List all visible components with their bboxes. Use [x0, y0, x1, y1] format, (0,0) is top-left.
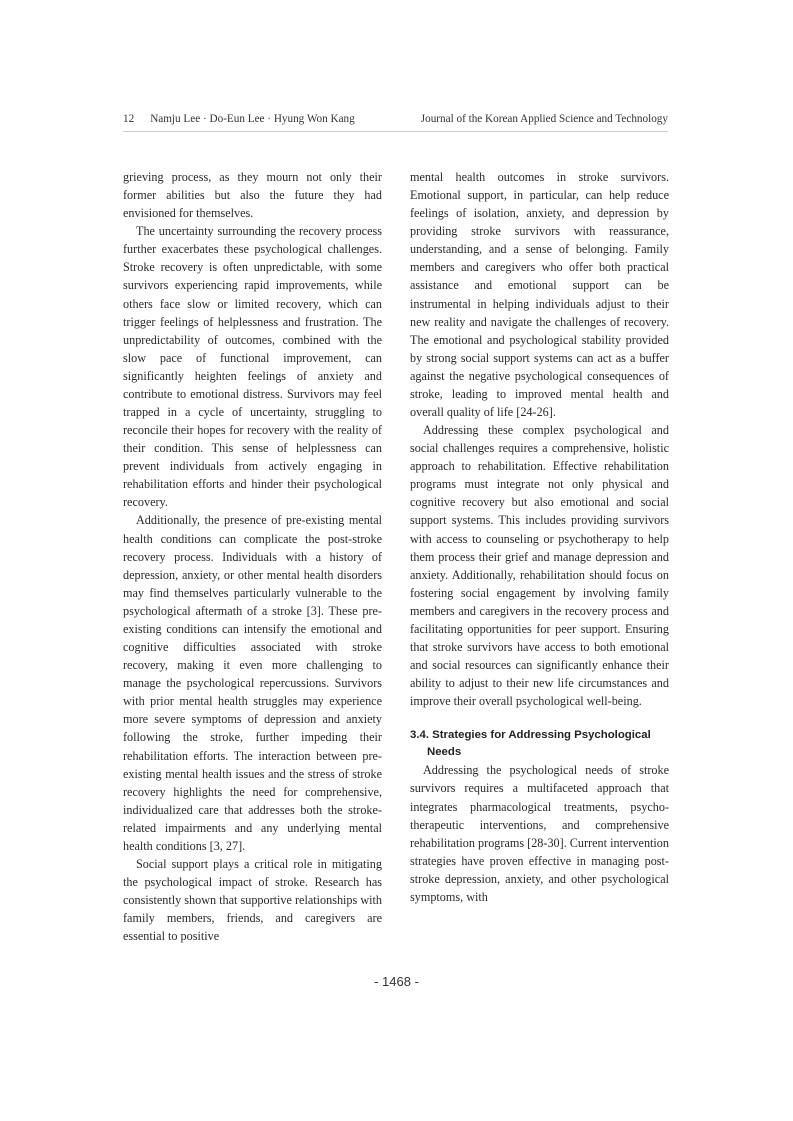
header-authors: Namju Lee · Do-Eun Lee · Hyung Won Kang — [150, 113, 355, 125]
header-journal-title: Journal of the Korean Applied Science and Technology — [420, 113, 668, 125]
right-column — [410, 168, 669, 906]
paragraph: grieving process, as they mourn not only their former abilities but also the future they had envisioned for themselves. — [123, 170, 382, 221]
paragraph: The uncertainty surrounding the recovery process further exacerbates these psychological challenges. Stroke recovery is often unpredictable, with some survivors experiencing rapid improvements, while others face slow or limited recovery, which can trigger feelings of helplessness and frustration. The unpredictability of outcomes, combined with the slow pace of functional improvement, can significantly heighten feelings of anxiety and contribute to emotional distress. Survivors may feel trapped in a cycle of uncertainty, struggling to reconcile their hopes for recovery with the reality of their condition. This sense of helplessness can prevent individuals from actively engaging in rehabilitation efforts and hinder their psychological recovery. — [123, 224, 382, 510]
left-column — [123, 168, 382, 945]
paragraph: Additionally, the presence of pre-existing mental health conditions can complicate the post-stroke recovery process. Individuals with a history of depression, anxiety, or other mental health disorders may find themselves particularly vulnerable to the psychological aftermath of a stroke [3]. These pre-existing conditions can intensify the emotional and cognitive difficulties associated with stroke recovery, making it even more challenging to manage the psychological repercussions. Survivors with prior mental health struggles may experience more severe symptoms of depression and anxiety following the stroke, further impeding their rehabilitation efforts. The interaction between pre-existing mental health issues and the stress of stroke recovery highlights the need for comprehensive, individualized care that addresses both the stroke-related impairments and any underlying mental health conditions [3, 27]. — [123, 513, 382, 853]
header-rule — [123, 131, 668, 132]
header-left — [123, 112, 355, 126]
paragraph: Addressing these complex psychological and social challenges requires a comprehensive, holistic approach to rehabilitation. Effective rehabilitation programs must integrate not only physical and cognitive recovery but also emotional and social support systems. This includes providing survivors with access to counseling or psychotherapy to help them process their grief and manage depression and anxiety. Additionally, rehabilitation should focus on fostering social engagement by involving family members and caregivers in the recovery process and facilitating opportunities for peer support. Ensuring that stroke survivors have access to both emotional and social resources can significantly enhance their ability to adjust to their new life circumstances and improve their overall psychological well-being. — [410, 423, 669, 709]
paragraph: Addressing the psychological needs of stroke survivors requires a multifaceted approach that integrates pharmacological treatments, psycho-therapeutic interventions, and comprehensive rehabilitation programs [28-30]. Current intervention strategies have proven effective in managing post-stroke depression, anxiety, and other psychological symptoms, with — [410, 763, 669, 904]
section-heading: 3.4. Strategies for Addressing Psychological Needs — [410, 729, 651, 759]
paragraph: mental health outcomes in stroke survivors. Emotional support, in particular, can help reduce feelings of isolation, anxiety, and depression by providing stroke survivors with reassurance, understanding, and a sense of belonging. Family members and caregivers who offer both practical assistance and emotional support can be instrumental in helping individuals adjust to their new reality and navigate the challenges of recovery. The emotional and psychological stability provided by strong social support systems can act as a buffer against the negative psychological consequences of stroke, leading to improved mental health and overall quality of life [24-26]. — [410, 170, 669, 420]
paragraph: Social support plays a critical role in mitigating the psychological impact of stroke. Research has consistently shown that supportive relationships with family members, friends, and caregivers are essential to positive — [123, 856, 382, 944]
page-folio: - 1468 - — [374, 974, 419, 989]
header-page-number: 12 — [123, 113, 135, 125]
